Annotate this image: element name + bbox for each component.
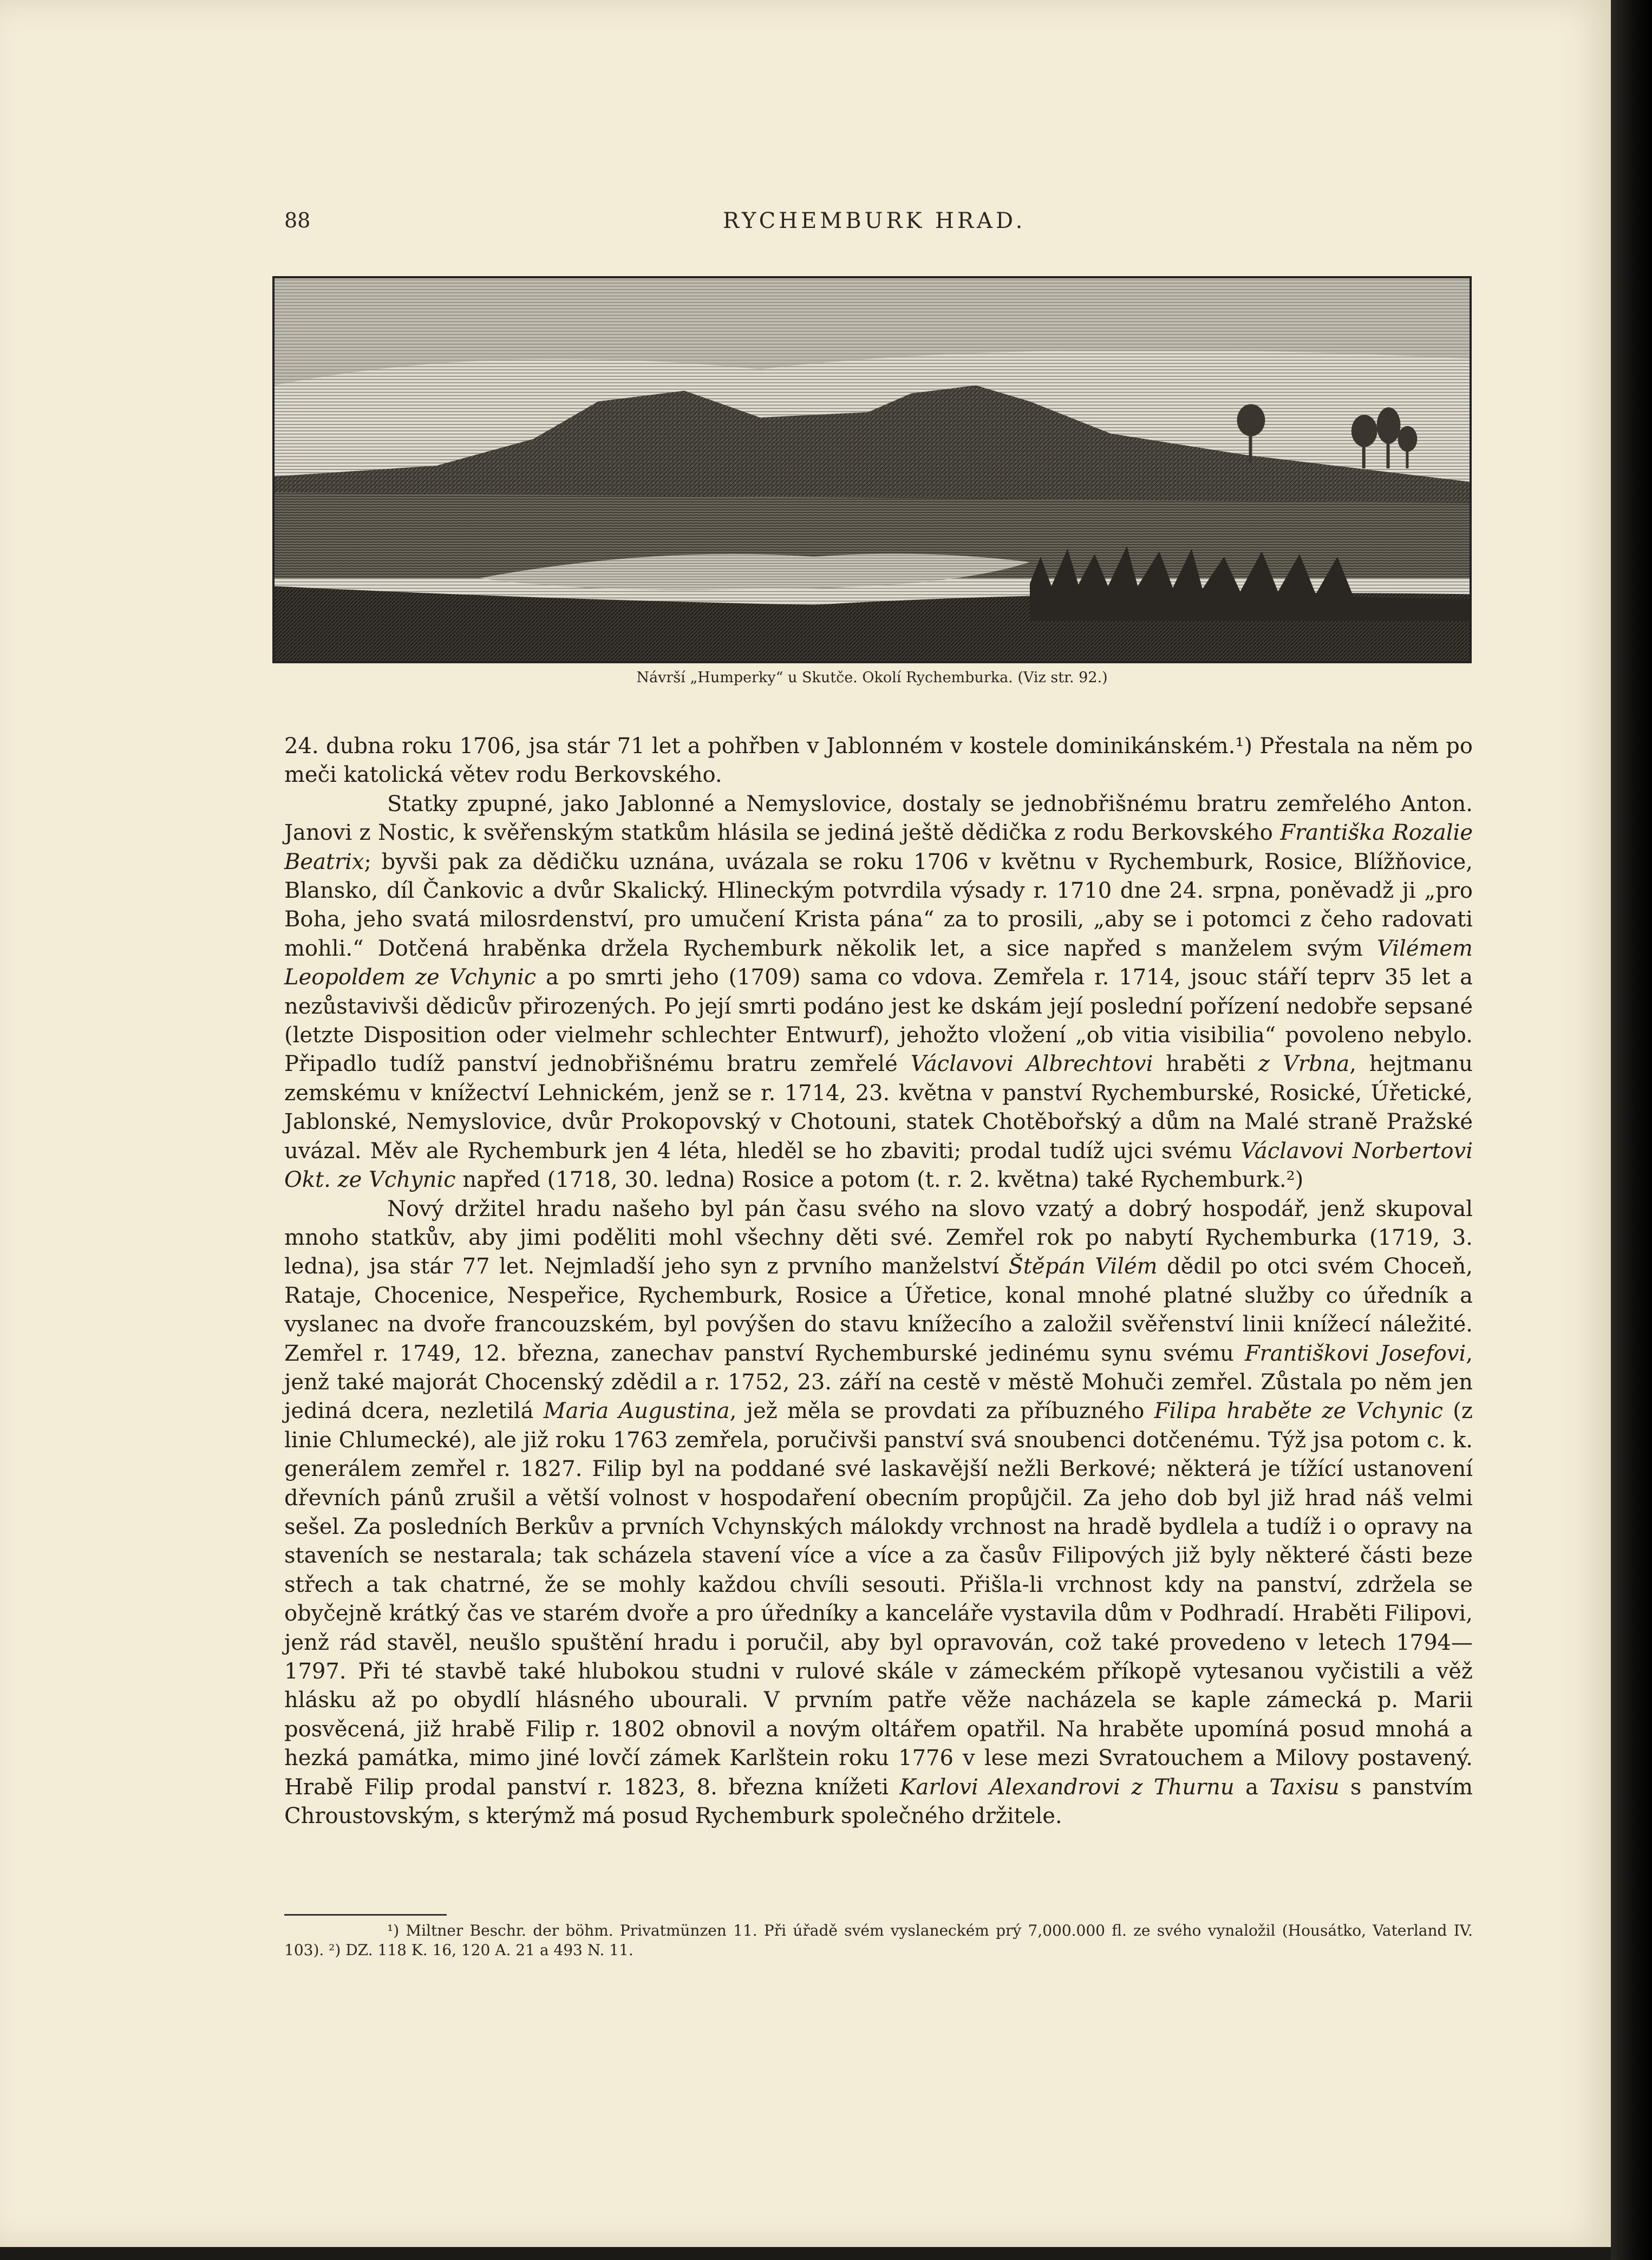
italic-name: Františkovi Josefovi [1244,1341,1466,1366]
text-run: (z linie Chlumecké), ale již roku 1763 zemřela, poručivši panství svá snoubenci dotčenému. Týž jsa potom c. k. generálem zemřel r. 1827. Filip byl na poddané své laskavější nežli Berkové; některá je tížící ustanovení dřevních pánů zrušil a větší volnost v hospodaření obecním propůjčil. Za jeho dob byl již hrad náš velmi sešel. Za posledních Berkův a prvních Vchynských málokdy vrchnost na hradě bydlela a tudíž i o opravy na staveních se nestarala; tak scházela stavení více a více a za časův Filipových již byly některé části beze střech a tak chatrné, že se mohly každou chvíli sesouti. Přišla-li vrchnost kdy na panství, zdržela se obyčejně krátký čas ve starém dvoře a pro úředníky a kanceláře vystavila dům v Podhradí. Hraběti Filipovi, jenž rád stavěl, neušlo spuštění hradu i poručil, aby byl opravován, což také provedeno v letech 1794—1797. Při té stavbě také hlubokou studni v rulové skále v zámeckém příkopě vytesanou vyčistili a věž hlásku až po obydlí hlásného ubourali. V prvním patře věže nacházela se kaple zámecká p. Marii posvěcená, již hrabě Filip r. 1802 obnovil a novým oltářem opatřil. Na hraběte upomíná posud mnohá a hezká památka, mimo jiné lovčí zámek Karlštein roku 1776 v lese mezi Svratouchem a Milovy postavený. Hrabě Filip prodal panství r. 1823, 8. března knížeti [284,1399,1473,1800]
footnote-rule [284,1914,447,1916]
engraving-illustration [272,276,1472,663]
italic-name: Vilémem Leopoldem ze Vchynic [284,936,1473,990]
text-run: , hejtmanu zemskému v knížectví Lehnickém, jenž se r. 1714, 23. května v panství Rychemburské, Rosické, Úřetické, Jablonské, Nemyslovice, dvůr Prokopovský v Chotouni, statek Chotěbořský a dům na Malé straně Pražské uvázal. Měv ale Rychemburk jen 4 léta, hleděl se ho zbaviti; prodal tudíž ujci svému [284,1051,1473,1164]
italic-name: Františka Rozalie Beatrix [284,820,1473,874]
footnote: ¹) Miltner Beschr. der böhm. Privatmünzen 11. Při úřadě svém vyslaneckém prý 7,000.000 fl. ze svého vynaložil (Housátko, Vaterland IV. 103). ²) DZ. 118 K. 16, 120 A. 21 a 493 N. 11. [284,1922,1473,1959]
italic-name: Taxisu [1269,1774,1340,1800]
paragraph [284,1195,1473,1831]
text-run: napřed (1718, 30. ledna) Rosice a potom (t. r. 2. května) také Rychemburk.²) [455,1167,1304,1193]
running-title: RYCHEMBURK HRAD. [723,208,1026,233]
italic-name: Karlovi Alexandrovi [899,1774,1120,1800]
italic-name: Štěpán Vilém [1008,1254,1158,1279]
body-text [284,732,1473,1831]
text-run: a po smrti jeho (1709) sama co vdova. Zemřela r. 1714, jsouc stáří teprv 35 let a nezůstavivši dědicův přirozených. Po její smrti podáno jest ke dskám její poslední pořízení nedobře sepsané (letzte Disposition oder vielmehr schlechter Entwurf), jehožto vložení „ob vitia visibilia“ povoleno nebylo. Připadlo tudíž panství jednobřišnému bratru zemřelé [284,965,1473,1077]
text-run: , jenž také majorát Chocenský zdědil a r. 1752, 23. září na cestě v městě Mohuči zemřel. Zůstala po něm jen jediná dcera, nezletilá [284,1341,1473,1424]
italic-name: Filipa hraběte ze Vchynic [1154,1399,1444,1424]
paragraph [284,790,1473,1195]
text-run: ; byvši pak za dědičku uznána, uvázala se roku 1706 v květnu v Rychemburk, Rosice, Blížňovice, Blansko, díl Čankovic a dvůr Skalický. Hlineckým potvrdila výsady r. 1710 dne 24. srpna, poněvadž ji „pro Boha, jeho svatá milosrdenství, pro umučení Krista pána“ za to prosili, „aby se i potomci z čeho radovati mohli.“ Dotčená hraběnka držela Rychemburk několik let, a sice napřed s manželem svým [284,849,1473,961]
text-run: 24. dubna roku 1706, jsa stár 71 let a pohřben v Jablonném v kostele dominikánském.¹) Přestala na něm po meči katolická větev rodu Berkovského. [284,734,1473,788]
italic-name: Václavovi Albrechtovi [910,1051,1153,1077]
text-run [1120,1775,1131,1800]
text-run: Nový držitel hradu našeho byl pán času svého na slovo vzatý a dobrý hospodář, jenž skupoval mnoho statkův, aby jimi poděliti mohl všechny děti své. Zemřel rok po nabytí Rychemburka (1719, 3. ledna), jsa stár 77 let. Nejmladší jeho syn z prvního manželství [284,1196,1473,1279]
text-run: hraběti [1153,1051,1259,1077]
paragraph [284,732,1473,790]
page-header [284,208,1475,241]
page-gutter [1611,0,1652,2260]
italic-name: Václavovi Norbertovi Okt. ze Vchynic [284,1138,1473,1193]
text-run: dědil po otci svém Choceň, Rataje, Chocenice, Nespeřice, Rychemburk, Rosice a Úřetice, konal mnohé platné služby co úředník a vyslanec na dvoře francouzském, byl povýšen do stavu knížecího a založil svěřenství linii knížecí náležité. Zemřel r. 1749, 12. března, zanechav panství Rychemburské jedinému synu svému [284,1254,1473,1366]
text-run: Statky zpupné, jako Jablonné a Nemyslovice, dostaly se jednobřišnému bratru zemřelého Anton. Janovi z Nostic, k svěřenským statkům hlásila se jediná ještě dědička z rodu Berkovského [284,791,1473,846]
italic-name: z Vrbna [1258,1051,1350,1077]
italic-name: Maria Augustina [543,1399,730,1424]
text-run: s panstvím Chroustovským, s kterýmž má posud Rychemburk společného držitele. [284,1774,1473,1829]
text-run: , jež měla se provdati za příbuzného [729,1399,1154,1424]
text-run: a [1234,1774,1270,1800]
footnotes [284,1921,1473,1960]
italic-name: z Thurnu [1131,1774,1235,1800]
page-number: 88 [284,208,311,232]
illustration-caption: Návrší „Humperky“ u Skutče. Okolí Rychemburka. (Viz str. 92.) [636,669,1108,686]
